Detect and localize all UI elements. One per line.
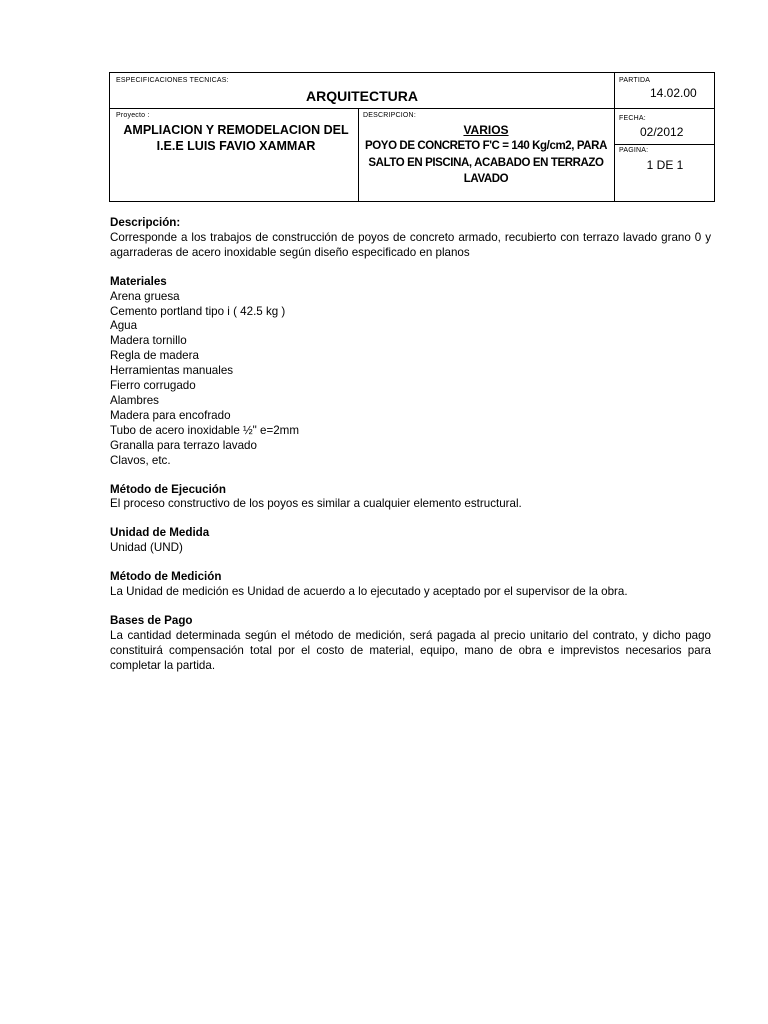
section-heading: Unidad de Medida (110, 526, 210, 540)
section-heading: Método de Medición (110, 570, 222, 584)
section-descripcion (110, 216, 711, 261)
document-body (110, 216, 711, 688)
pagina-label: PAGINA: (619, 147, 649, 154)
list-item: Fierro corrugado (110, 379, 196, 393)
partida-value: 14.02.00 (650, 86, 697, 100)
divider (614, 144, 714, 145)
divider (358, 108, 359, 201)
section-bases-pago (110, 614, 711, 674)
section-metodo-ejecucion (110, 483, 711, 513)
descripcion-label: DESCRIPCION: (363, 112, 416, 119)
section-heading: Descripción: (110, 216, 181, 229)
header-table (109, 72, 715, 202)
descripcion-text: POYO DE CONCRETO F'C = 140 Kg/cm2, PARA SALTO EN PISCINA, ACABADO EN TERRAZO LAVADO (364, 140, 607, 185)
spec-label: ESPECIFICACIONES TECNICAS: (116, 77, 229, 84)
list-item: Clavos, etc. (110, 453, 171, 467)
materials-list (110, 290, 711, 469)
list-item: Cemento portland tipo i ( 42.5 kg ) (110, 304, 286, 318)
section-text: La cantidad determinada según el método de medición, será pagada al precio unitario del contrato, y dicho pago constituirá compensación total por el costo de material, equipo, mano de obra e imprevistos necesarios para completar la partida. (110, 628, 711, 672)
proyecto-value: AMPLIACION Y REMODELACION DEL I.E.E LUIS FAVIO XAMMAR (123, 123, 349, 153)
section-text: El proceso constructivo de los poyos es similar a cualquier elemento estructural. (110, 497, 522, 511)
section-text: Unidad (UND) (110, 541, 183, 555)
fecha-label: FECHA: (619, 115, 646, 122)
partida-label: PARTIDA (619, 77, 651, 84)
list-item: Madera tornillo (110, 334, 187, 348)
list-item: Granalla para terrazo lavado (110, 438, 257, 452)
list-item: Herramientas manuales (110, 364, 234, 378)
list-item: Arena gruesa (110, 289, 180, 303)
list-item: Alambres (110, 393, 159, 407)
divider (614, 73, 615, 201)
section-text: La Unidad de medición es Unidad de acuerdo a lo ejecutado y aceptado por el supervisor de la obra. (110, 585, 628, 599)
list-item: Agua (110, 319, 138, 333)
fecha-value: 02/2012 (640, 125, 684, 139)
section-heading: Método de Ejecución (110, 482, 226, 496)
section-text: Corresponde a los trabajos de construcción de poyos de concreto armado, recubierto con terrazo lavado grano 0 y agarraderas de acero inoxidable según diseño especificado en planos (110, 230, 711, 259)
descripcion-title: VARIOS (463, 123, 509, 137)
section-title: ARQUITECTURA (306, 88, 418, 104)
section-heading: Materiales (110, 274, 167, 288)
list-item: Tubo de acero inoxidable ½" e=2mm (110, 423, 299, 437)
list-item: Regla de madera (110, 349, 199, 363)
list-item: Madera para encofrado (110, 408, 231, 422)
section-metodo-medicion (110, 570, 711, 600)
section-heading: Bases de Pago (110, 613, 193, 627)
pagina-value: 1 DE 1 (646, 158, 684, 172)
divider (110, 108, 714, 109)
section-unidad-medida (110, 526, 711, 556)
section-materiales (110, 275, 711, 469)
proyecto-label: Proyecto : (116, 112, 150, 119)
